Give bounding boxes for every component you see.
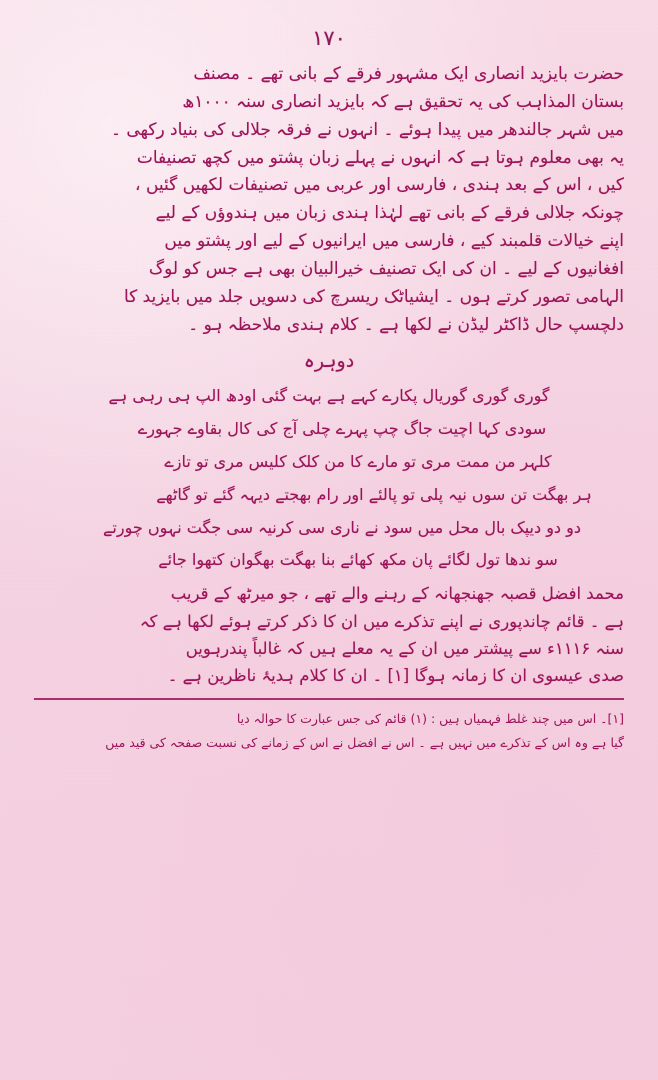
poem-block bbox=[34, 388, 624, 569]
footnote-divider bbox=[34, 698, 624, 700]
tail-block bbox=[34, 585, 624, 684]
page-number: ۱۷۰ bbox=[312, 26, 346, 50]
tail-line: محمد افضل قصبہ جھنجھانہ کے رہنے والے تھے ، جو میرٹھ کے قریب bbox=[170, 584, 624, 604]
prose-line: بستان المذاہب کی یہ تحقیق ہے کہ بایزید انصاری سنہ ۱۰۰۰ھ bbox=[182, 91, 624, 112]
prose-line: الہامی تصور کرتے ہوں ۔ ایشیاٹک ریسرچ کی دسویں جلد میں بایزید کا bbox=[123, 286, 624, 307]
poem-line: کلہر من ممت مری تو مارے کا من کلک کلیس مری تو تازے bbox=[164, 452, 552, 472]
poem-line: سودی کہا اچیت جاگ چپ پہرے چلی آج کی کال بقاوے جہورے bbox=[137, 419, 547, 439]
footnote-block bbox=[34, 710, 624, 752]
prose-line: میں شہر جالندھر میں پیدا ہوئے ۔ انہوں نے فرقہ جلالی کی بنیاد رکھی ۔ bbox=[110, 119, 624, 140]
poem-line: دو دو دیپک بال محل میں سود نے ناری سی کرنیہ سی جگت نہوں چورتے bbox=[103, 517, 581, 537]
prose-line: حضرت بایزید انصاری ایک مشہور فرقے کے بانی تھے ۔ مصنف bbox=[193, 64, 624, 84]
prose-line: اپنے خیالات قلمبند کیے ، فارسی میں ایرانیوں کے لیے اور پشتو میں bbox=[164, 231, 624, 252]
poem-line: سو ندھا تول لگائے پان مکھ کھائے بنا بھگت بھگوان کتھوا جائے bbox=[158, 550, 558, 570]
prose-line: یہ بھی معلوم ہوتا ہے کہ انہوں نے پہلے زبان پشتو میں کچھ تصنیفات bbox=[136, 147, 624, 168]
footnote-line: گیا ہے وہ اس کے تذکرے میں نہیں ہے ۔ اس نے افضل نے اس کے زمانے کی نسبت صفحہ کی قید میں bbox=[105, 735, 624, 751]
prose-block bbox=[34, 66, 624, 334]
poem-line: ہر بھگت تن سوں نیہ پلی تو پالئے اور رام بھجتے دیہہ گئے تو گاٹھے bbox=[156, 484, 592, 504]
tail-line: صدی عیسوی ان کا زمانہ ہوگا [۱] ۔ ان کا کلام ہدیۂ ناظرین ہے ۔ bbox=[167, 666, 624, 686]
prose-line: دلچسپ حال ڈاکٹر لیڈن نے لکھا ہے ۔ کلام ہندی ملاحظہ ہو ۔ bbox=[188, 314, 624, 335]
tail-line: سنہ ۱۱۱۶ء سے پیشتر میں ان کے یہ معلے ہیں کہ غالباً پندرہویں bbox=[185, 638, 624, 658]
prose-line: افغانیوں کے لیے ۔ ان کی ایک تصنیف خیرالبیان بھی ہے جس کو لوگ bbox=[148, 258, 624, 279]
footnote-line: [۱]۔ اس میں چند غلط فہمیاں ہیں : (۱) قائم کی جس عبارت کا حوالہ دیا bbox=[236, 710, 624, 726]
section-heading: دوہرہ bbox=[303, 350, 355, 373]
prose-line: کیں ، اس کے بعد ہندی ، فارسی اور عربی میں تصنیفات لکھیں گئیں ، bbox=[135, 175, 624, 196]
tail-line: ہے ۔ قائم چاندپوری نے اپنے تذکرے میں ان کا ذکر کرتے ہوئے لکھا ہے کہ bbox=[139, 611, 624, 631]
poem-line: گوری گوری گوریال پکارے کہے ہے بہت گئی اودھ الپ ہی رہی ہے bbox=[108, 386, 550, 406]
prose-line: چونکہ جلالی فرقے کے بانی تھے لہٰذا ہندی زبان میں ہندوؤں کے لیے bbox=[155, 203, 624, 224]
